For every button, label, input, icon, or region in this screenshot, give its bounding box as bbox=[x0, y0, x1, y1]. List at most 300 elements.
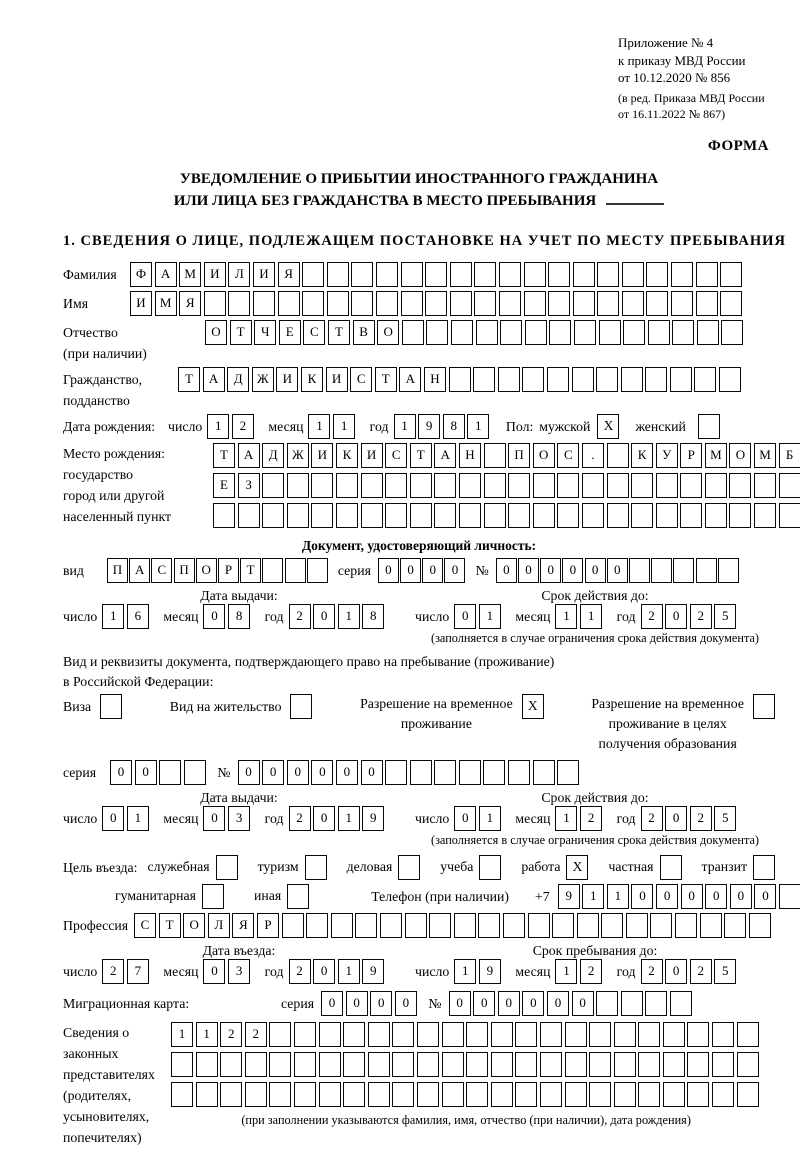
char-cell[interactable] bbox=[525, 320, 547, 345]
char-cell[interactable]: К bbox=[336, 443, 358, 468]
char-cell[interactable] bbox=[589, 1082, 611, 1107]
char-cell[interactable] bbox=[697, 320, 719, 345]
char-cell[interactable] bbox=[623, 320, 645, 345]
char-cell[interactable]: 0 bbox=[572, 991, 594, 1016]
char-cell[interactable]: 0 bbox=[454, 806, 476, 831]
char-cell[interactable] bbox=[392, 1082, 414, 1107]
char-cell[interactable] bbox=[737, 1022, 759, 1047]
char-cell[interactable]: 1 bbox=[338, 604, 360, 629]
char-cell[interactable] bbox=[671, 262, 693, 287]
char-cell[interactable]: П bbox=[107, 558, 128, 583]
char-cell[interactable]: Р bbox=[218, 558, 239, 583]
char-cell[interactable] bbox=[425, 291, 447, 316]
char-cell[interactable] bbox=[498, 367, 520, 392]
char-cell[interactable]: А bbox=[399, 367, 421, 392]
char-cell[interactable]: О bbox=[205, 320, 227, 345]
char-cell[interactable]: 2 bbox=[289, 806, 311, 831]
char-cell[interactable] bbox=[515, 1052, 537, 1077]
char-cell[interactable] bbox=[385, 473, 407, 498]
char-cell[interactable] bbox=[597, 291, 619, 316]
char-cell[interactable] bbox=[729, 473, 751, 498]
char-cell[interactable]: 0 bbox=[321, 991, 343, 1016]
char-cell[interactable]: 1 bbox=[338, 806, 360, 831]
char-cell[interactable]: Ж bbox=[252, 367, 274, 392]
char-cell[interactable]: 5 bbox=[714, 959, 736, 984]
char-cell[interactable]: Т bbox=[410, 443, 432, 468]
char-cell[interactable]: 2 bbox=[690, 959, 712, 984]
char-cell[interactable]: 2 bbox=[289, 604, 311, 629]
char-cell[interactable] bbox=[622, 291, 644, 316]
char-cell[interactable]: М bbox=[155, 291, 177, 316]
purpose-checkbox[interactable] bbox=[398, 855, 420, 880]
char-cell[interactable] bbox=[614, 1082, 636, 1107]
char-cell[interactable] bbox=[533, 760, 555, 785]
char-cell[interactable]: Т bbox=[230, 320, 252, 345]
char-cell[interactable]: 3 bbox=[228, 959, 250, 984]
char-cell[interactable] bbox=[626, 913, 648, 938]
char-cell[interactable]: 2 bbox=[690, 806, 712, 831]
char-cell[interactable] bbox=[417, 1022, 439, 1047]
char-cell[interactable] bbox=[705, 473, 727, 498]
char-cell[interactable]: 3 bbox=[228, 806, 250, 831]
char-cell[interactable]: . bbox=[582, 443, 604, 468]
char-cell[interactable] bbox=[351, 262, 373, 287]
purpose-checkbox[interactable]: X bbox=[566, 855, 588, 880]
char-cell[interactable] bbox=[646, 262, 668, 287]
female-checkbox[interactable] bbox=[698, 414, 720, 439]
char-cell[interactable]: 1 bbox=[171, 1022, 193, 1047]
char-cell[interactable] bbox=[547, 367, 569, 392]
char-cell[interactable] bbox=[650, 913, 672, 938]
char-cell[interactable]: 1 bbox=[580, 604, 602, 629]
char-cell[interactable]: 1 bbox=[333, 414, 355, 439]
char-cell[interactable] bbox=[680, 473, 702, 498]
char-cell[interactable] bbox=[565, 1082, 587, 1107]
char-cell[interactable] bbox=[361, 473, 383, 498]
char-cell[interactable] bbox=[220, 1052, 242, 1077]
char-cell[interactable]: И bbox=[130, 291, 152, 316]
char-cell[interactable]: 2 bbox=[289, 959, 311, 984]
char-cell[interactable] bbox=[582, 473, 604, 498]
char-cell[interactable] bbox=[574, 320, 596, 345]
char-cell[interactable]: 0 bbox=[203, 604, 225, 629]
char-cell[interactable]: С bbox=[350, 367, 372, 392]
char-cell[interactable] bbox=[262, 503, 284, 528]
char-cell[interactable] bbox=[607, 443, 629, 468]
char-cell[interactable]: 9 bbox=[479, 959, 501, 984]
char-cell[interactable] bbox=[596, 991, 618, 1016]
char-cell[interactable] bbox=[450, 291, 472, 316]
char-cell[interactable] bbox=[737, 1052, 759, 1077]
char-cell[interactable] bbox=[459, 760, 481, 785]
char-cell[interactable] bbox=[302, 291, 324, 316]
char-cell[interactable] bbox=[645, 367, 667, 392]
char-cell[interactable] bbox=[622, 262, 644, 287]
char-cell[interactable] bbox=[779, 884, 800, 909]
char-cell[interactable] bbox=[392, 1022, 414, 1047]
char-cell[interactable] bbox=[466, 1022, 488, 1047]
char-cell[interactable] bbox=[343, 1052, 365, 1077]
char-cell[interactable]: 1 bbox=[394, 414, 416, 439]
char-cell[interactable] bbox=[171, 1052, 193, 1077]
char-cell[interactable]: 0 bbox=[203, 806, 225, 831]
char-cell[interactable] bbox=[491, 1052, 513, 1077]
char-cell[interactable] bbox=[402, 320, 424, 345]
char-cell[interactable] bbox=[499, 262, 521, 287]
char-cell[interactable] bbox=[522, 367, 544, 392]
char-cell[interactable] bbox=[245, 1082, 267, 1107]
char-cell[interactable] bbox=[528, 913, 550, 938]
char-cell[interactable] bbox=[557, 473, 579, 498]
char-cell[interactable]: К bbox=[301, 367, 323, 392]
char-cell[interactable] bbox=[343, 1082, 365, 1107]
char-cell[interactable]: 1 bbox=[479, 806, 501, 831]
char-cell[interactable]: 2 bbox=[580, 959, 602, 984]
char-cell[interactable] bbox=[577, 913, 599, 938]
char-cell[interactable] bbox=[319, 1082, 341, 1107]
char-cell[interactable] bbox=[238, 503, 260, 528]
char-cell[interactable] bbox=[645, 991, 667, 1016]
char-cell[interactable] bbox=[361, 503, 383, 528]
char-cell[interactable]: Т bbox=[375, 367, 397, 392]
char-cell[interactable] bbox=[302, 262, 324, 287]
char-cell[interactable] bbox=[171, 1082, 193, 1107]
char-cell[interactable] bbox=[557, 760, 579, 785]
char-cell[interactable] bbox=[651, 558, 672, 583]
char-cell[interactable] bbox=[285, 558, 306, 583]
char-cell[interactable]: 2 bbox=[220, 1022, 242, 1047]
char-cell[interactable] bbox=[417, 1052, 439, 1077]
char-cell[interactable] bbox=[573, 262, 595, 287]
char-cell[interactable]: 0 bbox=[562, 558, 583, 583]
char-cell[interactable]: 1 bbox=[308, 414, 330, 439]
char-cell[interactable] bbox=[253, 291, 275, 316]
char-cell[interactable] bbox=[311, 503, 333, 528]
char-cell[interactable] bbox=[597, 262, 619, 287]
char-cell[interactable]: С bbox=[303, 320, 325, 345]
char-cell[interactable] bbox=[429, 913, 451, 938]
char-cell[interactable] bbox=[434, 503, 456, 528]
char-cell[interactable] bbox=[474, 291, 496, 316]
char-cell[interactable]: 0 bbox=[518, 558, 539, 583]
char-cell[interactable] bbox=[311, 473, 333, 498]
char-cell[interactable] bbox=[401, 291, 423, 316]
char-cell[interactable] bbox=[269, 1052, 291, 1077]
char-cell[interactable] bbox=[410, 473, 432, 498]
visa-checkbox[interactable] bbox=[100, 694, 122, 719]
male-checkbox[interactable]: X bbox=[597, 414, 619, 439]
char-cell[interactable]: Т bbox=[213, 443, 235, 468]
char-cell[interactable]: 0 bbox=[238, 760, 260, 785]
char-cell[interactable]: 0 bbox=[585, 558, 606, 583]
char-cell[interactable]: 0 bbox=[361, 760, 383, 785]
char-cell[interactable] bbox=[343, 1022, 365, 1047]
char-cell[interactable] bbox=[631, 503, 653, 528]
char-cell[interactable] bbox=[779, 503, 800, 528]
char-cell[interactable] bbox=[385, 760, 407, 785]
char-cell[interactable] bbox=[779, 473, 800, 498]
char-cell[interactable] bbox=[524, 262, 546, 287]
char-cell[interactable]: С bbox=[557, 443, 579, 468]
char-cell[interactable] bbox=[672, 320, 694, 345]
char-cell[interactable] bbox=[478, 913, 500, 938]
char-cell[interactable] bbox=[319, 1022, 341, 1047]
char-cell[interactable] bbox=[589, 1052, 611, 1077]
char-cell[interactable]: 8 bbox=[228, 604, 250, 629]
char-cell[interactable]: И bbox=[326, 367, 348, 392]
char-cell[interactable] bbox=[648, 320, 670, 345]
char-cell[interactable]: И bbox=[276, 367, 298, 392]
char-cell[interactable]: Т bbox=[328, 320, 350, 345]
char-cell[interactable] bbox=[503, 913, 525, 938]
char-cell[interactable] bbox=[336, 503, 358, 528]
char-cell[interactable] bbox=[449, 367, 471, 392]
char-cell[interactable]: Я bbox=[179, 291, 201, 316]
char-cell[interactable]: 2 bbox=[690, 604, 712, 629]
char-cell[interactable] bbox=[601, 913, 623, 938]
char-cell[interactable]: 0 bbox=[378, 558, 399, 583]
char-cell[interactable] bbox=[483, 760, 505, 785]
char-cell[interactable]: М bbox=[754, 443, 776, 468]
char-cell[interactable] bbox=[515, 1082, 537, 1107]
char-cell[interactable] bbox=[724, 913, 746, 938]
char-cell[interactable] bbox=[548, 291, 570, 316]
char-cell[interactable] bbox=[721, 320, 743, 345]
purpose-checkbox[interactable] bbox=[287, 884, 309, 909]
char-cell[interactable]: П bbox=[174, 558, 195, 583]
char-cell[interactable]: Я bbox=[278, 262, 300, 287]
char-cell[interactable]: 9 bbox=[362, 806, 384, 831]
char-cell[interactable]: П bbox=[508, 443, 530, 468]
char-cell[interactable]: 1 bbox=[582, 884, 604, 909]
char-cell[interactable] bbox=[737, 1082, 759, 1107]
char-cell[interactable] bbox=[434, 473, 456, 498]
char-cell[interactable]: 0 bbox=[400, 558, 421, 583]
char-cell[interactable]: К bbox=[631, 443, 653, 468]
char-cell[interactable]: 0 bbox=[444, 558, 465, 583]
char-cell[interactable] bbox=[614, 1022, 636, 1047]
char-cell[interactable] bbox=[434, 760, 456, 785]
char-cell[interactable]: Л bbox=[228, 262, 250, 287]
char-cell[interactable] bbox=[720, 262, 742, 287]
char-cell[interactable] bbox=[533, 473, 555, 498]
char-cell[interactable] bbox=[405, 913, 427, 938]
char-cell[interactable]: 0 bbox=[665, 959, 687, 984]
char-cell[interactable] bbox=[426, 320, 448, 345]
char-cell[interactable] bbox=[712, 1052, 734, 1077]
char-cell[interactable]: 9 bbox=[418, 414, 440, 439]
char-cell[interactable]: 1 bbox=[467, 414, 489, 439]
char-cell[interactable]: 9 bbox=[362, 959, 384, 984]
char-cell[interactable] bbox=[410, 503, 432, 528]
char-cell[interactable]: 7 bbox=[127, 959, 149, 984]
char-cell[interactable] bbox=[294, 1082, 316, 1107]
char-cell[interactable] bbox=[718, 558, 739, 583]
char-cell[interactable] bbox=[533, 503, 555, 528]
char-cell[interactable] bbox=[573, 291, 595, 316]
char-cell[interactable]: Я bbox=[232, 913, 254, 938]
char-cell[interactable]: О bbox=[377, 320, 399, 345]
char-cell[interactable]: 0 bbox=[311, 760, 333, 785]
char-cell[interactable]: Е bbox=[279, 320, 301, 345]
char-cell[interactable]: 0 bbox=[547, 991, 569, 1016]
char-cell[interactable]: 2 bbox=[580, 806, 602, 831]
char-cell[interactable] bbox=[720, 291, 742, 316]
char-cell[interactable] bbox=[287, 473, 309, 498]
char-cell[interactable] bbox=[589, 1022, 611, 1047]
char-cell[interactable] bbox=[476, 320, 498, 345]
char-cell[interactable] bbox=[355, 913, 377, 938]
char-cell[interactable] bbox=[336, 473, 358, 498]
char-cell[interactable] bbox=[663, 1052, 685, 1077]
char-cell[interactable] bbox=[599, 320, 621, 345]
char-cell[interactable]: 0 bbox=[313, 806, 335, 831]
char-cell[interactable]: З bbox=[238, 473, 260, 498]
char-cell[interactable] bbox=[663, 1082, 685, 1107]
char-cell[interactable]: Р bbox=[680, 443, 702, 468]
char-cell[interactable] bbox=[696, 262, 718, 287]
char-cell[interactable]: 0 bbox=[102, 806, 124, 831]
char-cell[interactable]: 2 bbox=[641, 959, 663, 984]
char-cell[interactable] bbox=[749, 913, 771, 938]
char-cell[interactable]: А bbox=[129, 558, 150, 583]
char-cell[interactable]: 0 bbox=[705, 884, 727, 909]
char-cell[interactable]: 8 bbox=[443, 414, 465, 439]
char-cell[interactable]: М bbox=[705, 443, 727, 468]
char-cell[interactable] bbox=[500, 320, 522, 345]
char-cell[interactable]: О bbox=[183, 913, 205, 938]
char-cell[interactable] bbox=[540, 1022, 562, 1047]
char-cell[interactable]: У bbox=[656, 443, 678, 468]
char-cell[interactable] bbox=[696, 558, 717, 583]
char-cell[interactable] bbox=[621, 367, 643, 392]
char-cell[interactable] bbox=[663, 1022, 685, 1047]
char-cell[interactable] bbox=[607, 503, 629, 528]
char-cell[interactable] bbox=[700, 913, 722, 938]
char-cell[interactable]: 0 bbox=[110, 760, 132, 785]
char-cell[interactable]: Т bbox=[240, 558, 261, 583]
char-cell[interactable] bbox=[213, 503, 235, 528]
char-cell[interactable] bbox=[184, 760, 206, 785]
char-cell[interactable] bbox=[680, 503, 702, 528]
char-cell[interactable] bbox=[442, 1022, 464, 1047]
char-cell[interactable] bbox=[294, 1022, 316, 1047]
char-cell[interactable] bbox=[565, 1052, 587, 1077]
char-cell[interactable]: 1 bbox=[479, 604, 501, 629]
char-cell[interactable]: 0 bbox=[449, 991, 471, 1016]
char-cell[interactable] bbox=[508, 503, 530, 528]
char-cell[interactable] bbox=[245, 1052, 267, 1077]
char-cell[interactable]: М bbox=[179, 262, 201, 287]
char-cell[interactable] bbox=[491, 1082, 513, 1107]
char-cell[interactable] bbox=[596, 367, 618, 392]
char-cell[interactable] bbox=[705, 503, 727, 528]
char-cell[interactable] bbox=[417, 1082, 439, 1107]
temp-residence-checkbox[interactable]: X bbox=[522, 694, 544, 719]
char-cell[interactable] bbox=[459, 473, 481, 498]
char-cell[interactable]: Е bbox=[213, 473, 235, 498]
char-cell[interactable]: 0 bbox=[681, 884, 703, 909]
char-cell[interactable] bbox=[368, 1022, 390, 1047]
char-cell[interactable]: 0 bbox=[607, 558, 628, 583]
char-cell[interactable] bbox=[204, 291, 226, 316]
char-cell[interactable]: 0 bbox=[631, 884, 653, 909]
char-cell[interactable]: А bbox=[155, 262, 177, 287]
char-cell[interactable] bbox=[159, 760, 181, 785]
char-cell[interactable]: Н bbox=[459, 443, 481, 468]
char-cell[interactable]: 0 bbox=[665, 806, 687, 831]
char-cell[interactable]: 2 bbox=[245, 1022, 267, 1047]
char-cell[interactable]: 0 bbox=[336, 760, 358, 785]
char-cell[interactable]: 0 bbox=[346, 991, 368, 1016]
purpose-checkbox[interactable] bbox=[216, 855, 238, 880]
char-cell[interactable]: 0 bbox=[473, 991, 495, 1016]
char-cell[interactable] bbox=[368, 1052, 390, 1077]
char-cell[interactable] bbox=[549, 320, 571, 345]
char-cell[interactable] bbox=[425, 262, 447, 287]
char-cell[interactable] bbox=[376, 291, 398, 316]
char-cell[interactable]: 0 bbox=[313, 604, 335, 629]
char-cell[interactable]: О bbox=[729, 443, 751, 468]
char-cell[interactable]: 0 bbox=[262, 760, 284, 785]
char-cell[interactable] bbox=[450, 262, 472, 287]
char-cell[interactable]: Р bbox=[257, 913, 279, 938]
char-cell[interactable]: Л bbox=[208, 913, 230, 938]
char-cell[interactable] bbox=[262, 558, 283, 583]
char-cell[interactable] bbox=[656, 473, 678, 498]
char-cell[interactable]: 5 bbox=[714, 806, 736, 831]
char-cell[interactable]: 0 bbox=[522, 991, 544, 1016]
char-cell[interactable] bbox=[220, 1082, 242, 1107]
char-cell[interactable] bbox=[754, 473, 776, 498]
char-cell[interactable] bbox=[327, 262, 349, 287]
char-cell[interactable]: 0 bbox=[422, 558, 443, 583]
char-cell[interactable]: 1 bbox=[102, 604, 124, 629]
char-cell[interactable] bbox=[629, 558, 650, 583]
char-cell[interactable] bbox=[484, 503, 506, 528]
char-cell[interactable]: 0 bbox=[665, 604, 687, 629]
char-cell[interactable] bbox=[269, 1082, 291, 1107]
char-cell[interactable] bbox=[548, 262, 570, 287]
char-cell[interactable]: 0 bbox=[754, 884, 776, 909]
char-cell[interactable] bbox=[515, 1022, 537, 1047]
char-cell[interactable] bbox=[687, 1052, 709, 1077]
char-cell[interactable] bbox=[196, 1082, 218, 1107]
char-cell[interactable] bbox=[484, 443, 506, 468]
char-cell[interactable]: 0 bbox=[454, 604, 476, 629]
char-cell[interactable]: О bbox=[196, 558, 217, 583]
char-cell[interactable] bbox=[673, 558, 694, 583]
char-cell[interactable] bbox=[552, 913, 574, 938]
char-cell[interactable] bbox=[754, 503, 776, 528]
char-cell[interactable] bbox=[719, 367, 741, 392]
char-cell[interactable] bbox=[351, 291, 373, 316]
char-cell[interactable]: Н bbox=[424, 367, 446, 392]
char-cell[interactable] bbox=[614, 1052, 636, 1077]
char-cell[interactable] bbox=[319, 1052, 341, 1077]
char-cell[interactable] bbox=[638, 1022, 660, 1047]
char-cell[interactable] bbox=[638, 1052, 660, 1077]
purpose-checkbox[interactable] bbox=[479, 855, 501, 880]
char-cell[interactable] bbox=[473, 367, 495, 392]
char-cell[interactable] bbox=[380, 913, 402, 938]
char-cell[interactable] bbox=[540, 1082, 562, 1107]
char-cell[interactable]: 1 bbox=[127, 806, 149, 831]
purpose-checkbox[interactable] bbox=[660, 855, 682, 880]
char-cell[interactable] bbox=[368, 1082, 390, 1107]
char-cell[interactable] bbox=[287, 503, 309, 528]
char-cell[interactable] bbox=[638, 1082, 660, 1107]
